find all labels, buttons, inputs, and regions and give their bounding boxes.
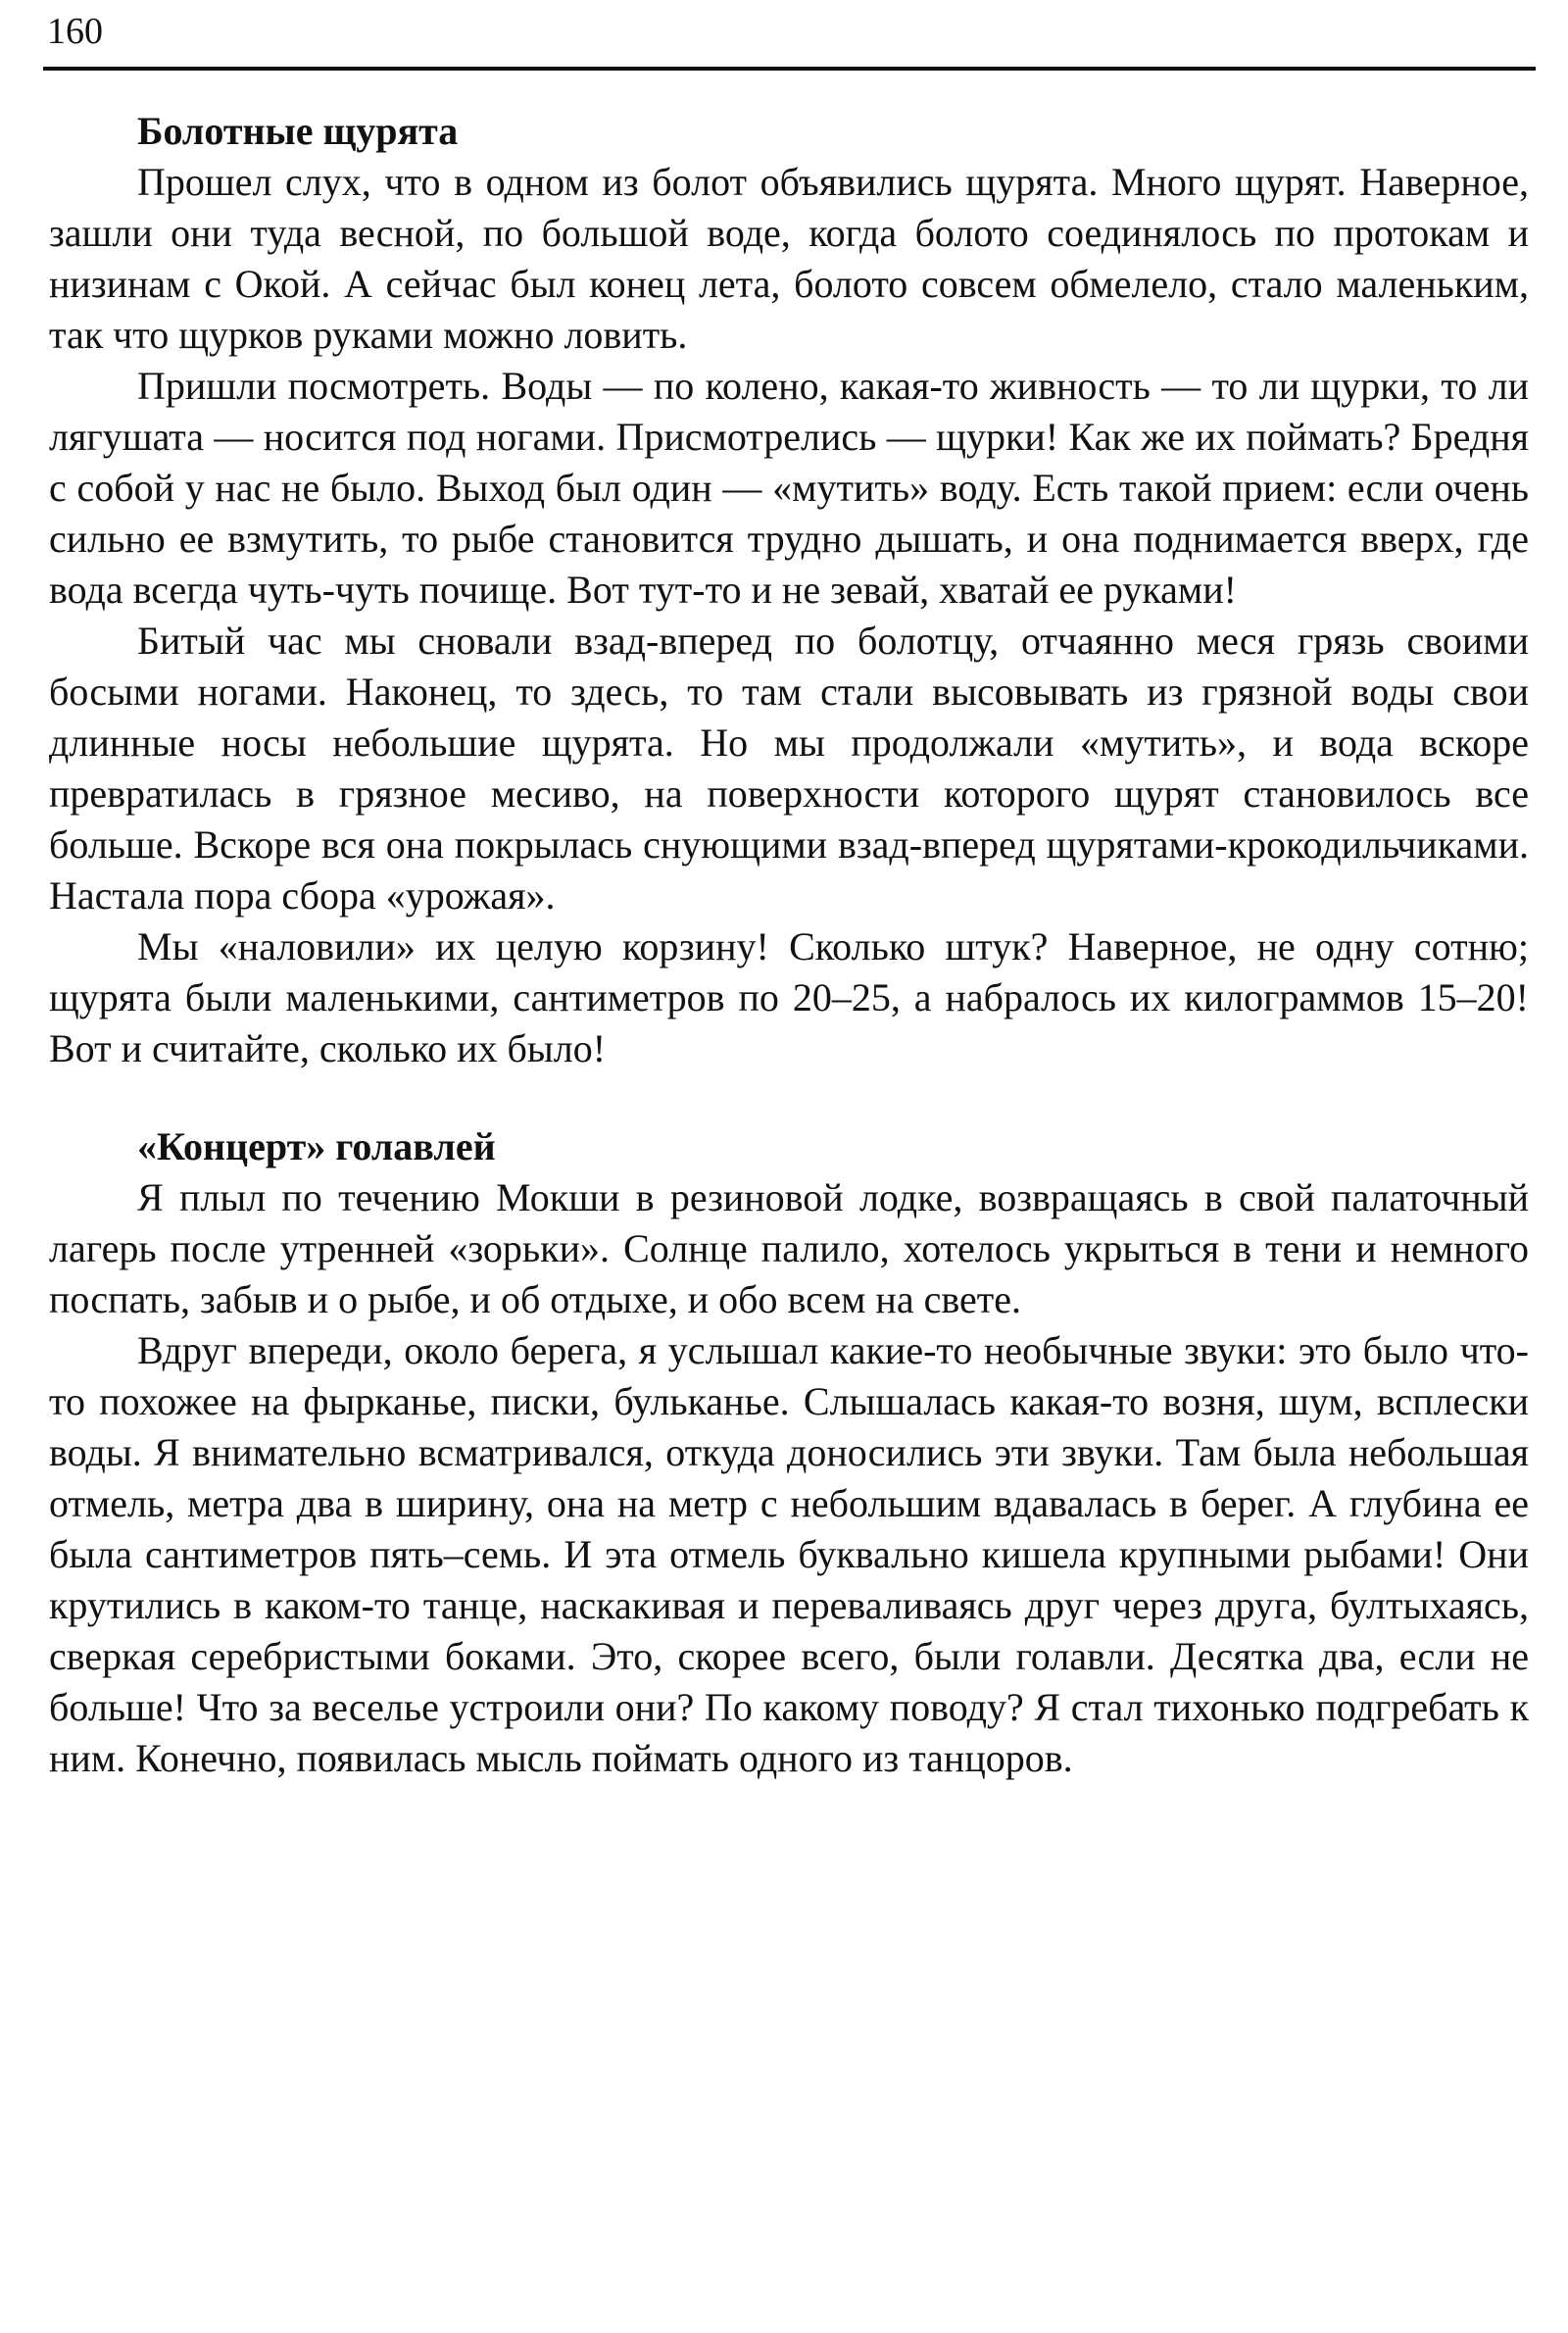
section-chub-concert bbox=[49, 1121, 1529, 1784]
paragraph: Прошел слух, что в одном из болот объявились щурята. Много щурят. Наверное, зашли они туда весной, по большой воде, когда болото соединялось по протокам и низинам с Окой. А сейчас был конец лета, болото совсем обмелело, стало маленьким, так что щурков руками можно ловить. bbox=[49, 160, 1529, 357]
section-title: Болотные щурята bbox=[137, 109, 459, 153]
paragraph: Битый час мы сновали взад-вперед по болотцу, отчаянно меся грязь своими босыми ногами. Наконец, то здесь, то там стали высовывать из грязной воды свои длинные носы небольшие щурята. Но мы продолжали «мутить», и вода вскоре превратилась в грязное месиво, на поверхности которого щурят становилось все больше. Вскоре вся она покрылась снующими взад-вперед щурятами-крокодильчиками. Настала пора сбора «урожая». bbox=[49, 619, 1529, 918]
paragraph: Мы «наловили» их целую корзину! Сколько штук? Наверное, не одну сотню; щурята были маленькими, сантиметров по 20–25, а набралось их килограммов 15–20! Вот и считайте, сколько их было! bbox=[49, 924, 1529, 1070]
section-swamp-pike bbox=[49, 106, 1529, 1074]
header-rule bbox=[43, 67, 1536, 71]
page-content bbox=[49, 106, 1529, 1784]
paragraph: Вдруг впереди, около берега, я услышал какие-то необычные звуки: это было что-то похожее на фырканье, писки, бульканье. Слышалась какая-то возня, шум, всплески воды. Я внимательно всматривался, откуда доносились эти звуки. Там была небольшая отмель, метра два в ширину, она на метр с небольшим вдавалась в берег. А глубина ее была сантиметров пять–семь. И эта отмель буквально кишела крупными рыбами! Они крутились в каком-то танце, наскакивая и переваливаясь друг через друга, бултыхаясь, сверкая серебристыми боками. Это, скорее всего, были голавли. Десятка два, если не больше! Что за веселье устроили они? По какому поводу? Я стал тихонько подгребать к ним. Конечно, появилась мысль поймать одного из танцоров. bbox=[49, 1328, 1529, 1780]
page-number: 160 bbox=[47, 11, 103, 52]
paragraph: Я плыл по течению Мокши в резиновой лодке, возвращаясь в свой палаточный лагерь после утренней «зорьки». Солнце палило, хотелось укрыться в тени и немного поспать, забыв и о рыбе, и об отдыхе, и обо всем на свете. bbox=[49, 1175, 1529, 1321]
paragraph: Пришли посмотреть. Воды — по колено, какая-то живность — то ли щурки, то ли лягушата — носится под ногами. Присмотрелись — щурки! Как же их поймать? Бредня с собой у нас не было. Выход был один — «мутить» воду. Есть такой прием: если очень сильно ее взмутить, то рыбе становится трудно дышать, и она поднимается вверх, где вода всегда чуть-чуть почище. Вот тут-то и не зевай, хватай ее руками! bbox=[49, 364, 1529, 612]
section-title: «Концерт» голавлей bbox=[137, 1124, 496, 1168]
